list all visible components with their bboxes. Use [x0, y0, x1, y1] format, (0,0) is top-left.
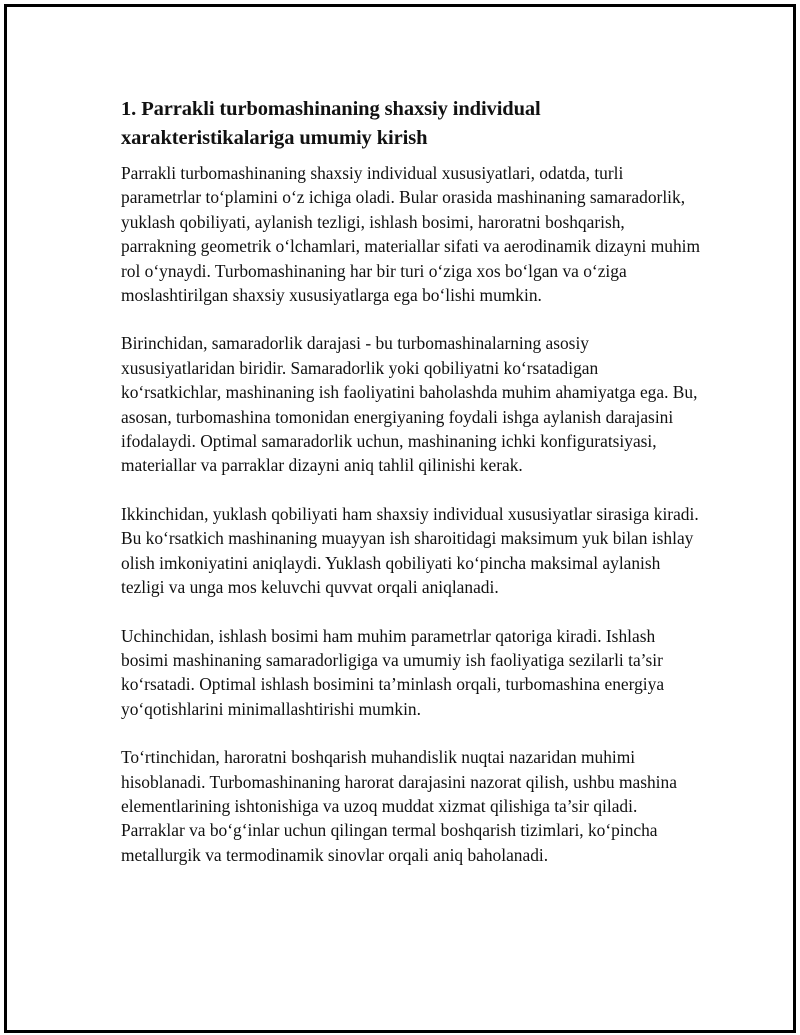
- document-content: [121, 95, 701, 891]
- paragraph-efficiency: Birinchidan, samaradorlik darajasi - bu turbomashinalarning asosiy xususiyatlaridan biridir. Samaradorlik yoki qobiliyatni ko‘rsatadigan ko‘rsatkichlar, mashinaning ish faoliyatini baholashda muhim ahamiyatga ega. Bu, asosan, turbomashina tomonidan energiyaning foydali ishga aylanish darajasini ifodalaydi. Optimal samaradorlik uchun, mashinaning ichki konfiguratsiyasi, materiallar va parraklar dizayni aniq tahlil qilinishi kerak.: [121, 333, 698, 476]
- section-heading: 1. Parrakli turbomashinaning shaxsiy individual xarakteristikalariga umumiy kirish: [121, 98, 541, 149]
- paragraph-temperature-control: To‘rtinchidan, haroratni boshqarish muhandislik nuqtai nazaridan muhimi hisoblanadi. Turbomashinaning harorat darajasini nazorat qilish, ushbu mashina elementlarining ishtonishiga va uzoq muddat xizmat qilishiga ta’sir qiladi. Parraklar va bo‘g‘inlar uchun qilingan termal boshqarish tizimlari, ko‘pincha metallurgik va termodinamik sinovlar orqali aniq baholanadi.: [121, 747, 677, 865]
- paragraph-intro: Parrakli turbomashinaning shaxsiy individual xususiyatlari, odatda, turli parametrlar to‘plamini o‘z ichiga oladi. Bular orasida mashinaning samaradorlik, yuklash qobiliyati, aylanish tezligi, ishlash bosimi, haroratni boshqarish, parrakning geometrik o‘lchamlari, materiallar sifati va aerodinamik dizayni muhim rol o‘ynaydi. Turbomashinaning har bir turi o‘ziga xos bo‘lgan va o‘ziga moslashtirilgan shaxsiy xususiyatlarga ega bo‘lishi mumkin.: [121, 163, 700, 306]
- paragraph-operating-pressure: Uchinchidan, ishlash bosimi ham muhim parametrlar qatoriga kiradi. Ishlash bosimi mashinaning samaradorligiga va umumiy ish faoliyatiga sezilarli ta’sir ko‘rsatadi. Optimal ishlash bosimini ta’minlash orqali, turbomashina energiya yo‘qotishlarini minimallashtirishi mumkin.: [121, 625, 665, 719]
- paragraph-load-capacity: Ikkinchidan, yuklash qobiliyati ham shaxsiy individual xususiyatlar sirasiga kiradi. Bu ko‘rsatkich mashinaning muayyan ish sharoitidagi maksimum yuk bilan ishlay olish imkoniyatini aniqlaydi. Yuklash qobiliyati ko‘pincha maksimal aylanish tezligi va unga mos keluvchi quvvat orqali aniqlanadi.: [121, 503, 699, 598]
- document-page: [4, 4, 796, 1033]
